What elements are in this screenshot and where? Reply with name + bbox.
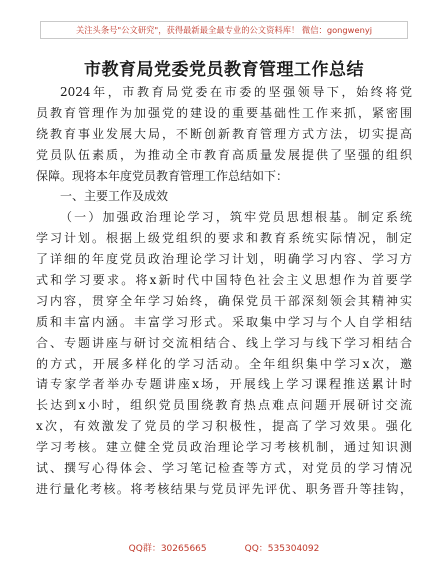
body-line: 式和学习要求。将x新时代中国特色社会主义思想作为首要学 xyxy=(36,273,412,288)
body-line: 进行量化考核。将考核结果与党员评先评优、职务晋升等挂钩， xyxy=(36,481,412,496)
banner-text: 关注头条号"公文研究"，获得最新最全最专业的公文资料库！ 微信：gongwenyj xyxy=(75,25,373,35)
body-line: 请专家学者举办专题讲座x场，开展线上学习课程推送累计时 xyxy=(36,377,412,392)
body-line: 长达到x小时，组织党员围绕教育热点难点问题开展研讨交流 xyxy=(36,398,412,413)
footer-qq-contact: QQ：535304092 xyxy=(244,544,320,554)
body-line: 试、撰写心得体会、学习笔记检查等方式，对党员的学习情况 xyxy=(36,461,412,476)
body-line: （一）加强政治理论学习，筑牢党员思想根基。制定系统 xyxy=(60,210,412,225)
body-line: x次，有效激发了党员的学习积极性，提高了学习效果。强化 xyxy=(36,419,412,434)
body-line: 学习计划。根据上级党组织的要求和教育系统实际情况，制定 xyxy=(36,231,412,246)
document-body xyxy=(36,82,412,500)
section-heading: 一、主要工作及成效 xyxy=(60,189,169,204)
top-banner xyxy=(40,21,408,39)
body-line: 员教育管理作为加强党的建设的重要基础性工作来抓，紧密围 xyxy=(36,105,412,120)
body-line: 合、专题讲座与研讨交流相结合、线上学习与线下学习相结合 xyxy=(36,335,412,350)
body-line: 党员队伍素质，为推动全市教育高质量发展提供了坚强的组织 xyxy=(36,147,412,162)
body-line: 的方式，开展多样化的学习活动。全年组织集中学习x次，邀 xyxy=(36,356,412,371)
footer xyxy=(0,541,448,554)
footer-qq-group: QQ群：30265665 xyxy=(128,544,207,554)
body-line: 了详细的年度党员政治理论学习计划，明确学习内容、学习方 xyxy=(36,252,412,267)
body-line: 保障。现将本年度党员教育管理工作总结如下： xyxy=(36,168,289,183)
body-line: 绕教育事业发展大局，不断创新教育管理方式方法，切实提高 xyxy=(36,126,412,141)
body-line: 质和丰富内涵。丰富学习形式。采取集中学习与个人自学相结 xyxy=(36,314,412,329)
document-title: 市教育局党委党员教育管理工作总结 xyxy=(84,60,364,80)
body-line: 学习考核。建立健全党员政治理论学习考核机制，通过知识测 xyxy=(36,440,412,455)
body-line: 2024年，市教育局党委在市委的坚强领导下，始终将党 xyxy=(60,85,412,99)
body-line: 习内容，贯穿全年学习始终，确保党员干部深刻领会其精神实 xyxy=(36,293,412,308)
